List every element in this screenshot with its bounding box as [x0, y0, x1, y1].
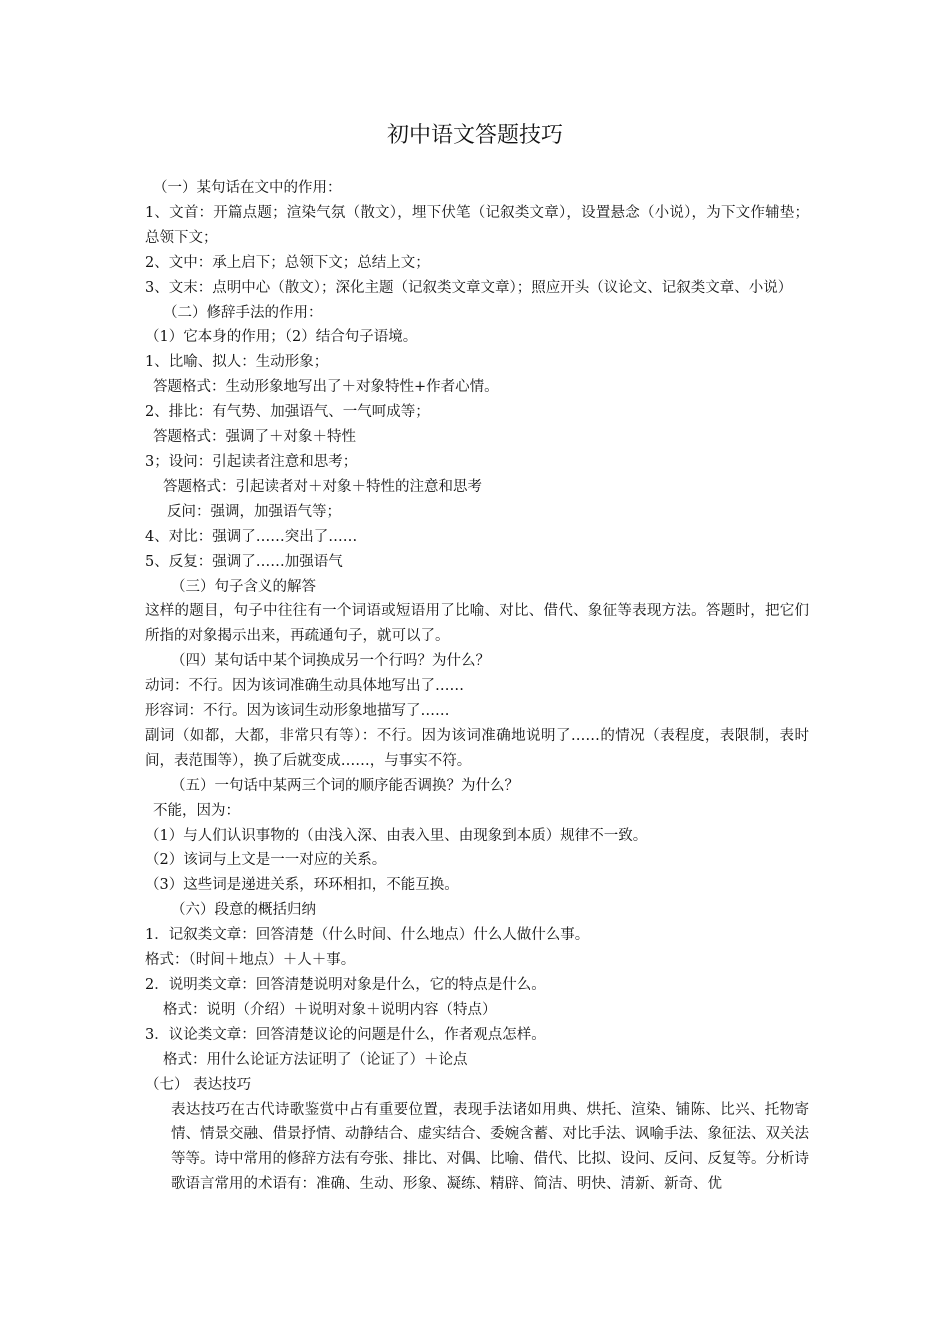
- text-line: 3．议论类文章：回答清楚议论的问题是什么，作者观点怎样。: [145, 1026, 546, 1043]
- text-line: 答题格式：强调了＋对象＋特性: [153, 429, 356, 446]
- text-line: 反问：强调，加强语气等；: [167, 503, 341, 520]
- text-line: 格式：说明（介绍）＋说明对象＋说明内容（特点）: [163, 1001, 497, 1018]
- text-line: 3；设问：引起读者注意和思考；: [145, 453, 358, 470]
- text-line: （六）段意的概括归纳: [171, 902, 316, 919]
- text-line: 副词（如都，大都，非常只有等）：不行。因为该词准确地说明了……的情况（表程度，表限制，表时间，表范围等），换了后就变成……，与事实不符。: [145, 727, 809, 769]
- text-line: （二）修辞手法的作用：: [163, 304, 323, 321]
- text-line: 1．记叙类文章：回答清楚（什么时间、什么地点）什么人做什么事。: [145, 927, 590, 944]
- text-line: 表达技巧在古代诗歌鉴赏中占有重要位置，表现手法诸如用典、烘托、渲染、铺陈、比兴、托物寄情、情景交融、借景抒情、动静结合、虚实结合、委婉含蓄、对比手法、讽喻手法、象征法、双关法等等。诗中常用的修辞方法有夸张、排比、对偶、比喻、借代、比拟、设问、反问、反复等。分析诗歌语言常用的术语有：准确、生动、形象、凝练、精辟、简洁、明快、清新、新奇、优: [171, 1101, 809, 1193]
- text-line: 2、文中：承上启下；总领下文；总结上文；: [145, 254, 430, 271]
- text-line: 3、文末：点明中心（散文）；深化主题（记叙类文章文章）；照应开头（议论文、记叙类文章、小说）: [145, 279, 793, 296]
- text-line: （五）一句话中某两三个词的顺序能否调换？为什么？: [171, 777, 519, 794]
- text-line: 5、反复：强调了……加强语气: [145, 553, 343, 570]
- text-line: （四）某句话中某个词换成另一个行吗？为什么？: [171, 653, 490, 670]
- text-line: 格式：（时间＋地点）＋人＋事。: [145, 952, 356, 969]
- text-line: 2．说明类文章：回答清楚说明对象是什么，它的特点是什么。: [145, 977, 546, 993]
- document-title: 初中语文答题技巧: [386, 123, 563, 148]
- document-body: [145, 176, 809, 1197]
- text-line: 形容词：不行。因为该词生动形象地描写了……: [145, 703, 450, 720]
- text-line: 1、文首：开篇点题；渲染气氛（散文），埋下伏笔（记叙类文章），设置悬念（小说），为下文作辅垫；总领下文；: [145, 204, 809, 246]
- text-line: （2）该词与上文是一一对应的关系。: [145, 852, 387, 869]
- text-line: 答题格式：生动形象地写出了＋对象特性+作者心情。: [153, 379, 499, 396]
- text-line: （3）这些词是递进关系，环环相扣，不能互换。: [145, 877, 459, 894]
- text-line: 动词：不行。因为该词准确生动具体地写出了……: [145, 678, 464, 695]
- text-line: （1）它本身的作用；（2）结合句子语境。: [145, 329, 418, 346]
- text-line: 答题格式：引起读者对＋对象＋特性的注意和思考: [163, 478, 482, 495]
- text-line: 格式：用什么论证方法证明了（论证了）＋论点: [163, 1051, 468, 1068]
- text-line: （三）句子含义的解答: [171, 578, 316, 595]
- text-line: （一）某句话在文中的作用：: [153, 180, 342, 196]
- text-line: 1、比喻、拟人：生动形象；: [145, 354, 329, 371]
- text-line: 这样的题目，句子中往往有一个词语或短语用了比喻、对比、借代、象征等表现方法。答题时，把它们所指的对象揭示出来，再疏通句子，就可以了。: [145, 603, 809, 645]
- text-line: 2、排比：有气势、加强语气、一气呵成等；: [145, 404, 430, 421]
- text-line: （七） 表达技巧: [145, 1076, 252, 1093]
- text-line: 4、对比：强调了……突出了……: [145, 528, 358, 545]
- text-line: （1）与人们认识事物的（由浅入深、由表入里、由现象到本质）规律不一致。: [145, 827, 648, 844]
- text-line: 不能，因为：: [153, 802, 240, 819]
